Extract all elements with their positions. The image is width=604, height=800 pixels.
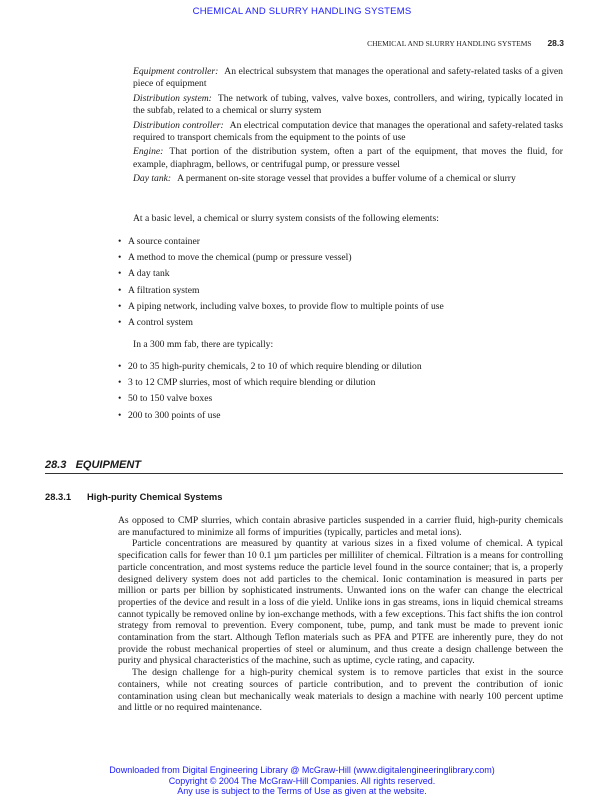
page-number: 28.3 xyxy=(547,38,564,48)
definition xyxy=(133,120,563,145)
running-head xyxy=(367,38,564,48)
body-text xyxy=(118,515,563,714)
definition-text: A permanent on-site storage vessel that provides a buffer volume of a chemical or slurry xyxy=(177,173,516,185)
elements-list xyxy=(118,234,568,331)
list-item: • A day tank xyxy=(118,266,568,282)
download-banner[interactable]: CHEMICAL AND SLURRY HANDLING SYSTEMS xyxy=(192,6,412,17)
list-item: • 50 to 150 valve boxes xyxy=(118,391,568,407)
subsection-number: 28.3.1 xyxy=(45,491,72,502)
footer xyxy=(0,765,604,797)
subsection-title: High-purity Chemical Systems xyxy=(87,491,223,502)
definition-term: Distribution system: xyxy=(133,92,212,104)
paragraph: Particle concentrations are measured by quantity at various sizes in a fixed volume of chemical. A typical specification calls for fewer than 10 0.1 µm particles per milliliter of chemical. Filtration is a means for controlling particle concentration, and most systems reduce the particle level found in the source container; that is, a properly designed delivery system does not add particles to the chemical. Ionic contamination is measured in parts per million or parts per billion by sophisticated instruments. Unwanted ions on the wafer can change the electrical properties of the device and result in a loss of die yield. Unlike ions in gas streams, ions in liquid chemical streams cannot typically be removed online by ion-exchange methods, with a few exceptions. This fact shifts the ion control strategy from removal to prevention. Every component, tube, pump, and tank must be made to prevent ionic contamination from the start. Although Teflon materials such as PFA and PTFE are inherently pure, they do not provide the robust mechanical properties of steel or aluminum, and thus create a design challenge between the purity and physical characteristics of the machine, such as uptime, cycle rating, and capacity. xyxy=(118,538,564,667)
definition xyxy=(133,146,563,171)
section-heading xyxy=(45,459,563,474)
definition xyxy=(133,93,563,118)
typical-intro: In a 300 mm fab, there are typically: xyxy=(133,339,274,350)
definition-text: An electrical subsystem that manages the operational and safety-related tasks of a given piece of equipment xyxy=(133,66,563,90)
list-item: • A method to move the chemical (pump or pressure vessel) xyxy=(118,250,568,266)
footer-download-link[interactable]: Downloaded from Digital Engineering Library @ McGraw-Hill (www.digitalengineeringlibrary.com) xyxy=(109,765,495,775)
definition-text: That portion of the distribution system, often a part of the equipment, that moves the fluid, for example, diaphragm, bellows, or centrifugal pump, or pressure vessel xyxy=(133,146,563,170)
paragraph: The design challenge for a high-purity chemical system is to remove particles that exist in the source containers, while not creating sources of particle contribution, and to prevent the contribution of ionic contamination using clean but mechanically weak materials to design a machine with nearly 100 percent uptime and little or no required maintenance. xyxy=(118,667,563,714)
definition-term: Day tank: xyxy=(133,173,172,185)
list-item: • 20 to 35 high-purity chemicals, 2 to 10 of which require blending or dilution xyxy=(118,359,568,375)
list-item: • A filtration system xyxy=(118,283,568,299)
running-head-title: CHEMICAL AND SLURRY HANDLING SYSTEMS xyxy=(367,39,532,48)
footer-terms-link[interactable]: Any use is subject to the Terms of Use as given at the website. xyxy=(177,786,427,796)
section-title: EQUIPMENT xyxy=(75,459,141,471)
list-item: • A piping network, including valve boxes, to provide flow to multiple points of use xyxy=(118,299,568,315)
list-item: • A control system xyxy=(118,315,568,331)
footer-copyright: Copyright © 2004 The McGraw-Hill Companies. All rights reserved. xyxy=(168,775,436,786)
list-item: • 3 to 12 CMP slurries, most of which require blending or dilution xyxy=(118,375,568,391)
definition xyxy=(133,66,563,91)
definition-text: An electrical computation device that manages the operational and safety-related tasks required to transport chemicals from the equipment to the points of use xyxy=(133,119,563,144)
definition-term: Engine: xyxy=(133,146,164,158)
definition xyxy=(133,173,563,185)
section-number: 28.3 xyxy=(45,459,67,471)
definition-text: The network of tubing, valves, valve boxes, controllers, and wiring, typically located in the subfab, related to a chemical or slurry system xyxy=(133,92,563,117)
list-item: • A source container xyxy=(118,234,568,250)
definition-term: Equipment controller: xyxy=(133,66,219,77)
subsection-heading xyxy=(45,491,222,502)
definitions-list xyxy=(133,66,563,188)
paragraph: As opposed to CMP slurries, which contain abrasive particles suspended in a carrier fluid, high-purity chemicals are manufactured to minimize all forms of impurities (typically, particles and metal ions). xyxy=(118,515,563,538)
typical-list xyxy=(118,359,568,424)
elements-intro: At a basic level, a chemical or slurry system consists of the following elements: xyxy=(133,213,439,224)
list-item: • 200 to 300 points of use xyxy=(118,408,568,424)
definition-term: Distribution controller: xyxy=(133,119,224,131)
